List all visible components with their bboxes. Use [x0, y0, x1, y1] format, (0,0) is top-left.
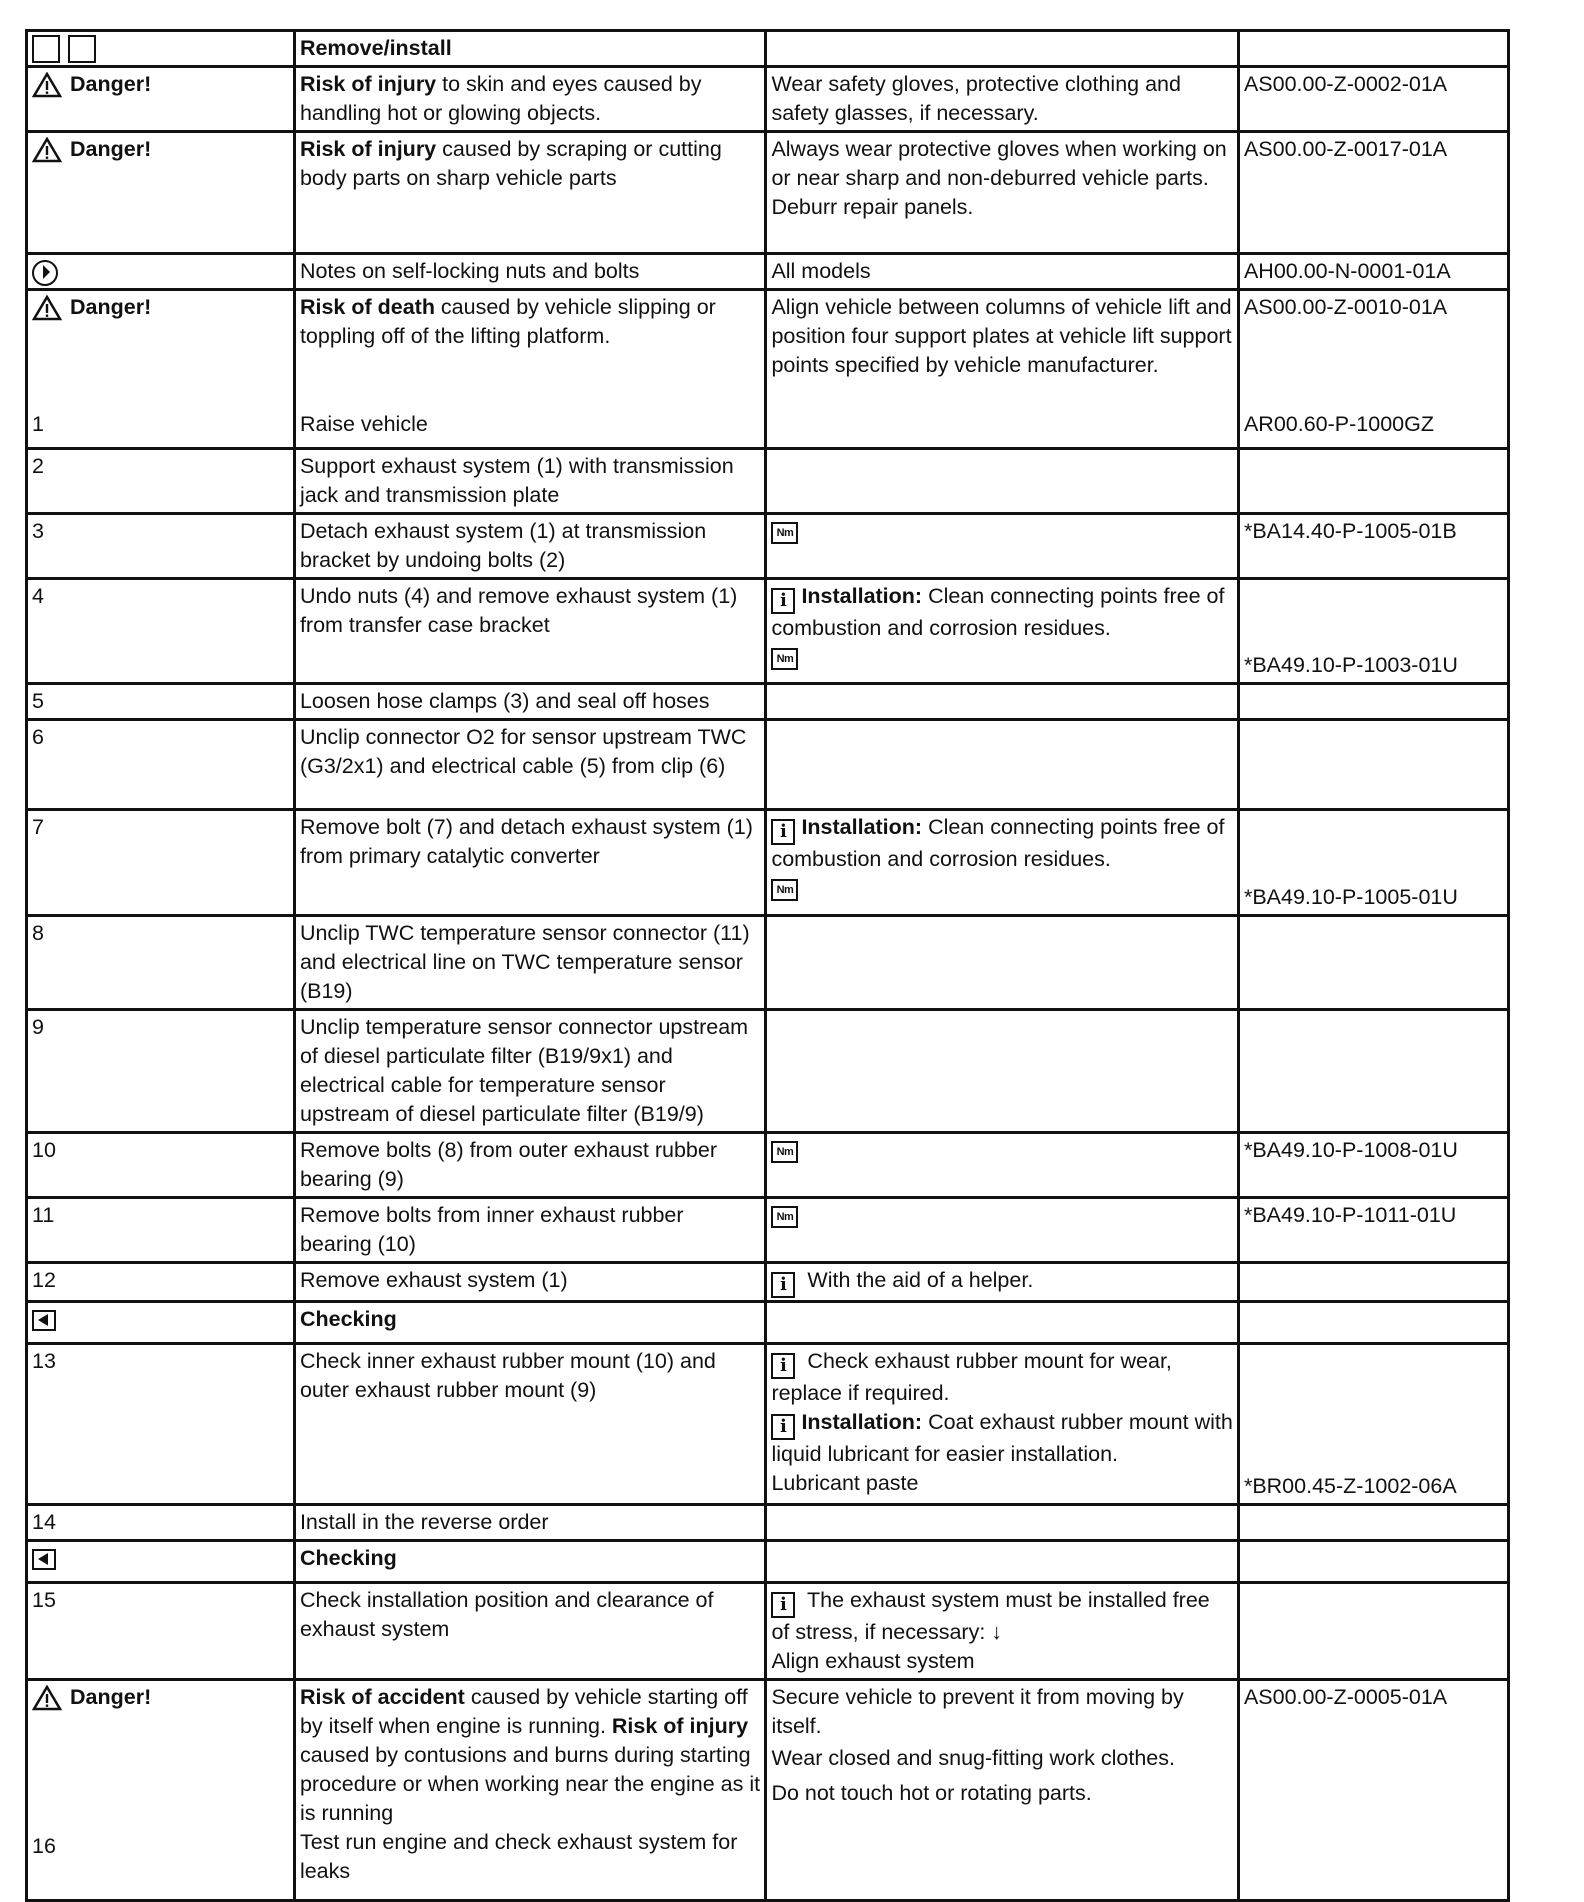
empty-cell	[1238, 31, 1508, 67]
checking-icon	[32, 1310, 56, 1331]
reference-link[interactable]: AS00.00-Z-0017-01A	[1238, 132, 1508, 254]
empty-cell	[1238, 1541, 1508, 1583]
reference-link[interactable]: *BA49.10-P-1008-01U	[1238, 1133, 1508, 1198]
note-cell: i Installation: Clean connecting points free of combustion and corrosion residues. Nm	[766, 579, 1239, 684]
table-row	[27, 31, 1509, 67]
table-row	[27, 290, 1509, 449]
reference-link[interactable]: *BA49.10-P-1011-01U	[1238, 1198, 1508, 1263]
empty-cell	[1238, 1302, 1508, 1344]
table-row	[27, 810, 1509, 916]
step-number: 14	[27, 1505, 295, 1541]
note-cell: i Check exhaust rubber mount for wear, replace if required. i Installation: Coat exhaust rubber mount with liquid lubricant for easier installation. Lubricant paste	[766, 1344, 1239, 1505]
step-number: 10	[27, 1133, 295, 1198]
step-number: 13	[27, 1344, 295, 1505]
info-icon: i	[771, 1272, 795, 1298]
table-row	[27, 1505, 1509, 1541]
step-number: 2	[27, 449, 295, 514]
icon-cell	[27, 1541, 295, 1583]
step-number: 8	[27, 916, 295, 1010]
note-text: Align vehicle between columns of vehicle lift and position four support plates at vehicle lift support points specified by vehicle manufacturer.	[766, 290, 1239, 449]
step-action: Remove bolt (7) and detach exhaust system (1) from primary catalytic converter	[294, 810, 765, 916]
info-icon: i	[771, 1353, 795, 1379]
step-number: 6	[27, 720, 295, 810]
warning-triangle-icon	[32, 137, 62, 163]
hazard-text: Risk of accident caused by vehicle starting off by itself when engine is running. Risk of injury caused by contusions and burns during starting procedure or when working near the engine as it is running Test run engine and check exhaust system for leaks	[294, 1680, 765, 1901]
empty-cell	[1238, 1505, 1508, 1541]
reference-cell	[1238, 810, 1508, 916]
torque-nm-icon[interactable]: Nm	[771, 1141, 798, 1163]
note-cell: i Installation: Clean connecting points free of combustion and corrosion residues. Nm	[766, 810, 1239, 916]
danger-cell	[27, 67, 295, 132]
danger-label: Danger!	[32, 135, 151, 164]
empty-cell	[1238, 449, 1508, 514]
table-row	[27, 514, 1509, 579]
checking-icon	[32, 1549, 56, 1570]
reference-cell	[1238, 1344, 1508, 1505]
hazard-text: Risk of injury caused by scraping or cutting body parts on sharp vehicle parts	[294, 132, 765, 254]
empty-cell	[1238, 684, 1508, 720]
warning-triangle-icon	[32, 295, 62, 321]
table-row	[27, 1583, 1509, 1680]
table-row	[27, 1010, 1509, 1133]
table-row	[27, 254, 1509, 290]
step-action: Undo nuts (4) and remove exhaust system (1) from transfer case bracket	[294, 579, 765, 684]
step-number: 7	[27, 810, 295, 916]
note-text: Always wear protective gloves when working on or near sharp and non-deburred vehicle parts. Deburr repair panels.	[766, 132, 1239, 254]
reference-link[interactable]: AS00.00-Z-0010-01A	[1243, 295, 1448, 320]
table-row	[27, 67, 1509, 132]
step-number: 5	[27, 684, 295, 720]
section-title: Remove/install	[294, 31, 765, 67]
step-action: Detach exhaust system (1) at transmission bracket by undoing bolts (2)	[294, 514, 765, 579]
procedure-table	[25, 29, 1510, 1902]
step-action: Test run engine and check exhaust system for leaks	[299, 1830, 738, 1884]
icon-cell	[27, 31, 295, 67]
danger-cell	[27, 290, 295, 449]
warning-triangle-icon	[32, 72, 62, 98]
reference-link[interactable]: AS00.00-Z-0002-01A	[1238, 67, 1508, 132]
table-row	[27, 579, 1509, 684]
empty-cell	[766, 31, 1239, 67]
info-icon: i	[771, 588, 795, 614]
step-action: Raise vehicle	[299, 412, 428, 437]
note-cell	[766, 514, 1239, 579]
note-text: All models	[766, 254, 1239, 290]
table-row	[27, 1302, 1509, 1344]
step-number: 1	[32, 412, 44, 437]
icon-cell	[27, 254, 295, 290]
empty-cell	[1238, 1263, 1508, 1302]
note-icon	[32, 260, 58, 286]
reference-link[interactable]: AH00.00-N-0001-01A	[1238, 254, 1508, 290]
table-row	[27, 1344, 1509, 1505]
empty-cell	[766, 684, 1239, 720]
remove-icon	[32, 35, 60, 63]
step-number: 16	[32, 1834, 56, 1859]
table-row	[27, 916, 1509, 1010]
empty-cell	[766, 1505, 1239, 1541]
reference-link[interactable]: *BA49.10-P-1003-01U	[1243, 653, 1458, 678]
torque-nm-icon[interactable]: Nm	[771, 1206, 798, 1228]
reference-cell	[1238, 579, 1508, 684]
danger-label: Danger!	[32, 293, 289, 322]
step-action: Unclip temperature sensor connector upstream of diesel particulate filter (B19/9x1) and electrical cable for temperature sensor upstream of diesel particulate filter (B19/9)	[294, 1010, 765, 1133]
warning-triangle-icon	[32, 1685, 62, 1711]
step-action: Unclip connector O2 for sensor upstream TWC (G3/2x1) and electrical cable (5) from clip (6)	[294, 720, 765, 810]
step-number: 3	[27, 514, 295, 579]
table-row	[27, 132, 1509, 254]
table-row	[27, 720, 1509, 810]
empty-cell	[766, 916, 1239, 1010]
table-row	[27, 1680, 1509, 1901]
reference-link[interactable]: *BA14.40-P-1005-01B	[1238, 514, 1508, 579]
step-action: Check installation position and clearance of exhaust system	[294, 1583, 765, 1680]
install-icon	[68, 35, 96, 63]
icon-cell	[27, 1302, 295, 1344]
torque-nm-icon[interactable]: Nm	[771, 522, 798, 544]
step-action: Remove bolts from inner exhaust rubber bearing (10)	[294, 1198, 765, 1263]
danger-cell	[27, 1680, 295, 1901]
step-action: Remove exhaust system (1)	[294, 1263, 765, 1302]
table-row	[27, 684, 1509, 720]
empty-cell	[766, 1010, 1239, 1133]
danger-cell	[27, 132, 295, 254]
step-action: Notes on self-locking nuts and bolts	[294, 254, 765, 290]
note-cell	[766, 1198, 1239, 1263]
reference-link[interactable]: Align exhaust system	[771, 1649, 975, 1674]
note-cell: i With the aid of a helper.	[766, 1263, 1239, 1302]
table-row	[27, 1263, 1509, 1302]
step-number: 4	[27, 579, 295, 684]
step-number: 15	[27, 1583, 295, 1680]
step-number: 12	[27, 1263, 295, 1302]
empty-cell	[766, 1541, 1239, 1583]
info-icon: i	[771, 819, 795, 845]
danger-label: Danger!	[32, 1683, 289, 1712]
empty-cell	[1238, 916, 1508, 1010]
empty-cell	[1238, 720, 1508, 810]
hazard-text: Risk of death caused by vehicle slipping or toppling off of the lifting platform. Raise vehicle	[294, 290, 765, 449]
table-row	[27, 1541, 1509, 1583]
table-row	[27, 449, 1509, 514]
step-number: 9	[27, 1010, 295, 1133]
step-action: Install in the reverse order	[294, 1505, 765, 1541]
info-icon: i	[771, 1592, 795, 1618]
reference-cell	[1238, 290, 1508, 449]
section-title: Checking	[294, 1541, 765, 1583]
step-action: Loosen hose clamps (3) and seal off hoses	[294, 684, 765, 720]
step-action: Remove bolts (8) from outer exhaust rubber bearing (9)	[294, 1133, 765, 1198]
danger-label: Danger!	[32, 70, 151, 99]
reference-link[interactable]: *BA49.10-P-1005-01U	[1243, 885, 1458, 910]
note-cell	[766, 1133, 1239, 1198]
empty-cell	[1238, 1583, 1508, 1680]
step-action: Support exhaust system (1) with transmission jack and transmission plate	[294, 449, 765, 514]
torque-nm-icon[interactable]: Nm	[771, 648, 798, 670]
hazard-text: Risk of injury to skin and eyes caused by handling hot or glowing objects.	[294, 67, 765, 132]
info-icon: i	[771, 1414, 795, 1440]
note-cell: i The exhaust system must be installed free of stress, if necessary: ↓ Align exhaust system	[766, 1583, 1239, 1680]
table-row	[27, 1133, 1509, 1198]
note-text: Wear safety gloves, protective clothing and safety glasses, if necessary.	[766, 67, 1239, 132]
empty-cell	[766, 1302, 1239, 1344]
empty-cell	[766, 720, 1239, 810]
reference-link[interactable]: AS00.00-Z-0005-01A	[1238, 1680, 1508, 1901]
step-action: Check inner exhaust rubber mount (10) and outer exhaust rubber mount (9)	[294, 1344, 765, 1505]
step-number: 11	[27, 1198, 295, 1263]
reference-link[interactable]: *BR00.45-Z-1002-06A	[1243, 1474, 1457, 1499]
reference-link[interactable]: AR00.60-P-1000GZ	[1243, 412, 1434, 437]
table-row	[27, 1198, 1509, 1263]
empty-cell	[766, 449, 1239, 514]
note-text: Secure vehicle to prevent it from moving by itself. Wear closed and snug-fitting work clothes. Do not touch hot or rotating parts.	[766, 1680, 1239, 1901]
section-title: Checking	[294, 1302, 765, 1344]
step-action: Unclip TWC temperature sensor connector (11) and electrical line on TWC temperature sensor (B19)	[294, 916, 765, 1010]
torque-nm-icon[interactable]: Nm	[771, 879, 798, 901]
empty-cell	[1238, 1010, 1508, 1133]
